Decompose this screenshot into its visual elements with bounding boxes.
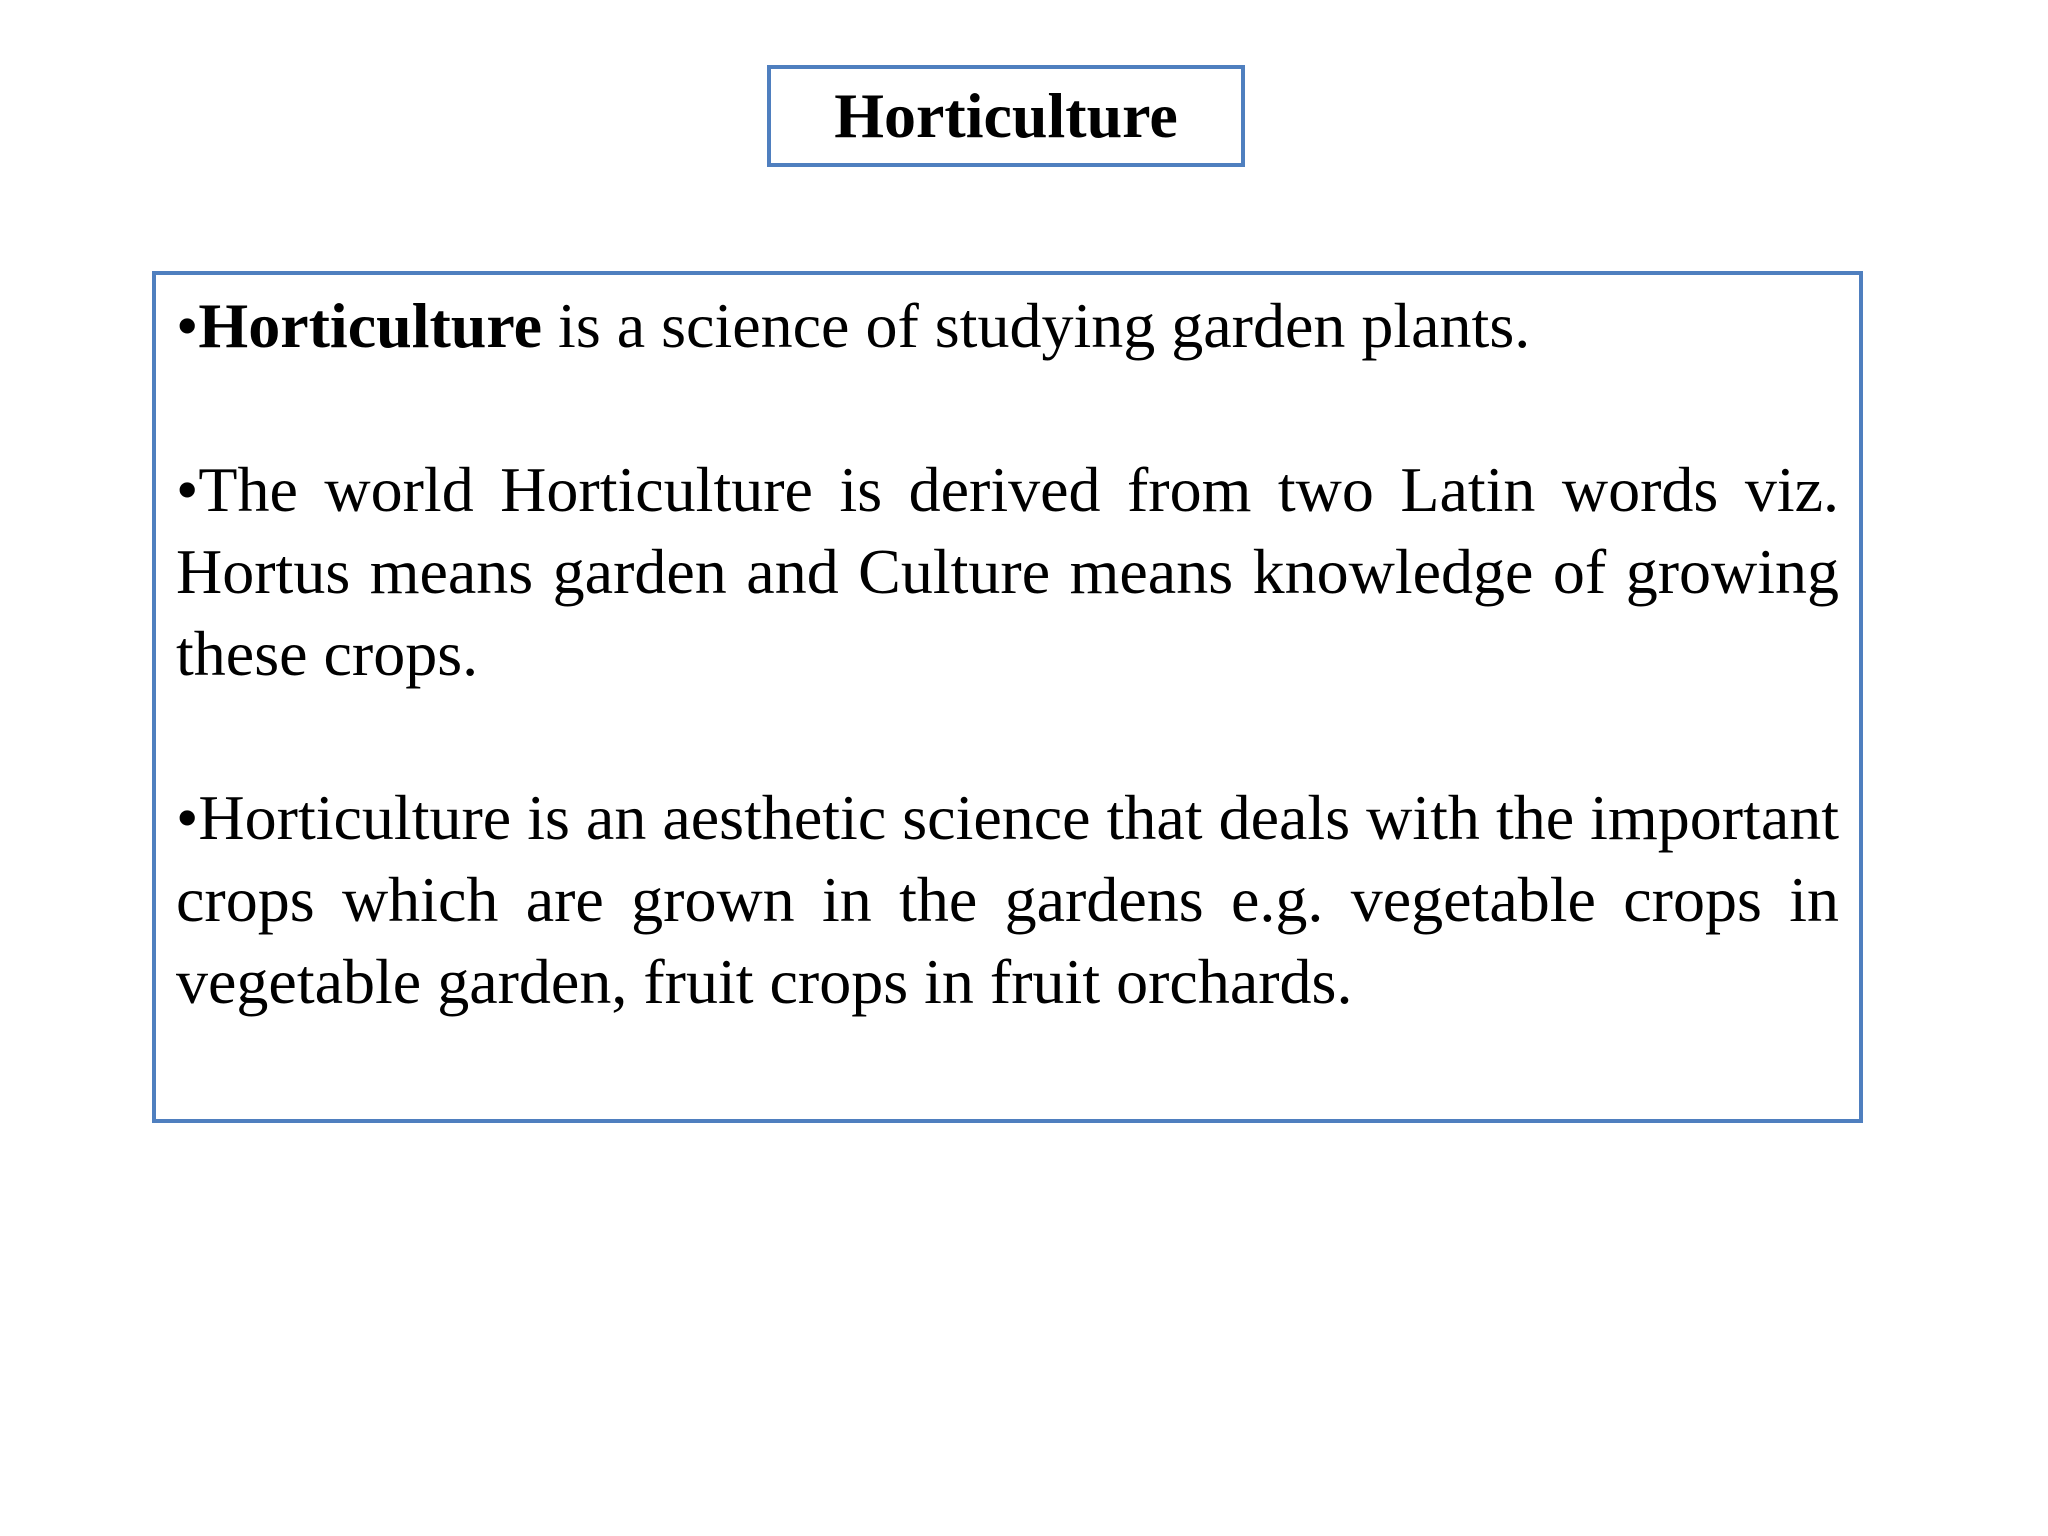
bullet-item <box>176 285 1839 367</box>
title-box <box>767 65 1245 167</box>
slide-title: Horticulture <box>834 80 1178 151</box>
content-box <box>152 271 1863 1123</box>
bullet-bold-term: Horticulture <box>198 290 543 361</box>
bullet-item <box>176 449 1839 695</box>
bullet-text: is a science of studying garden plants. <box>542 290 1531 361</box>
bullet-marker: • <box>176 782 199 853</box>
bullet-text: The world Horticulture is derived from two Latin words viz. Hortus means garden and Culture means knowledge of growing these crops. <box>176 454 1839 689</box>
bullet-item <box>176 777 1839 1023</box>
bullet-marker: • <box>176 454 199 525</box>
bullet-marker: • <box>176 290 199 361</box>
bullet-text: Horticulture is an aesthetic science that deals with the important crops which are grown in the gardens e.g. vegetable crops in vegetable garden, fruit crops in fruit orchards. <box>176 782 1839 1017</box>
